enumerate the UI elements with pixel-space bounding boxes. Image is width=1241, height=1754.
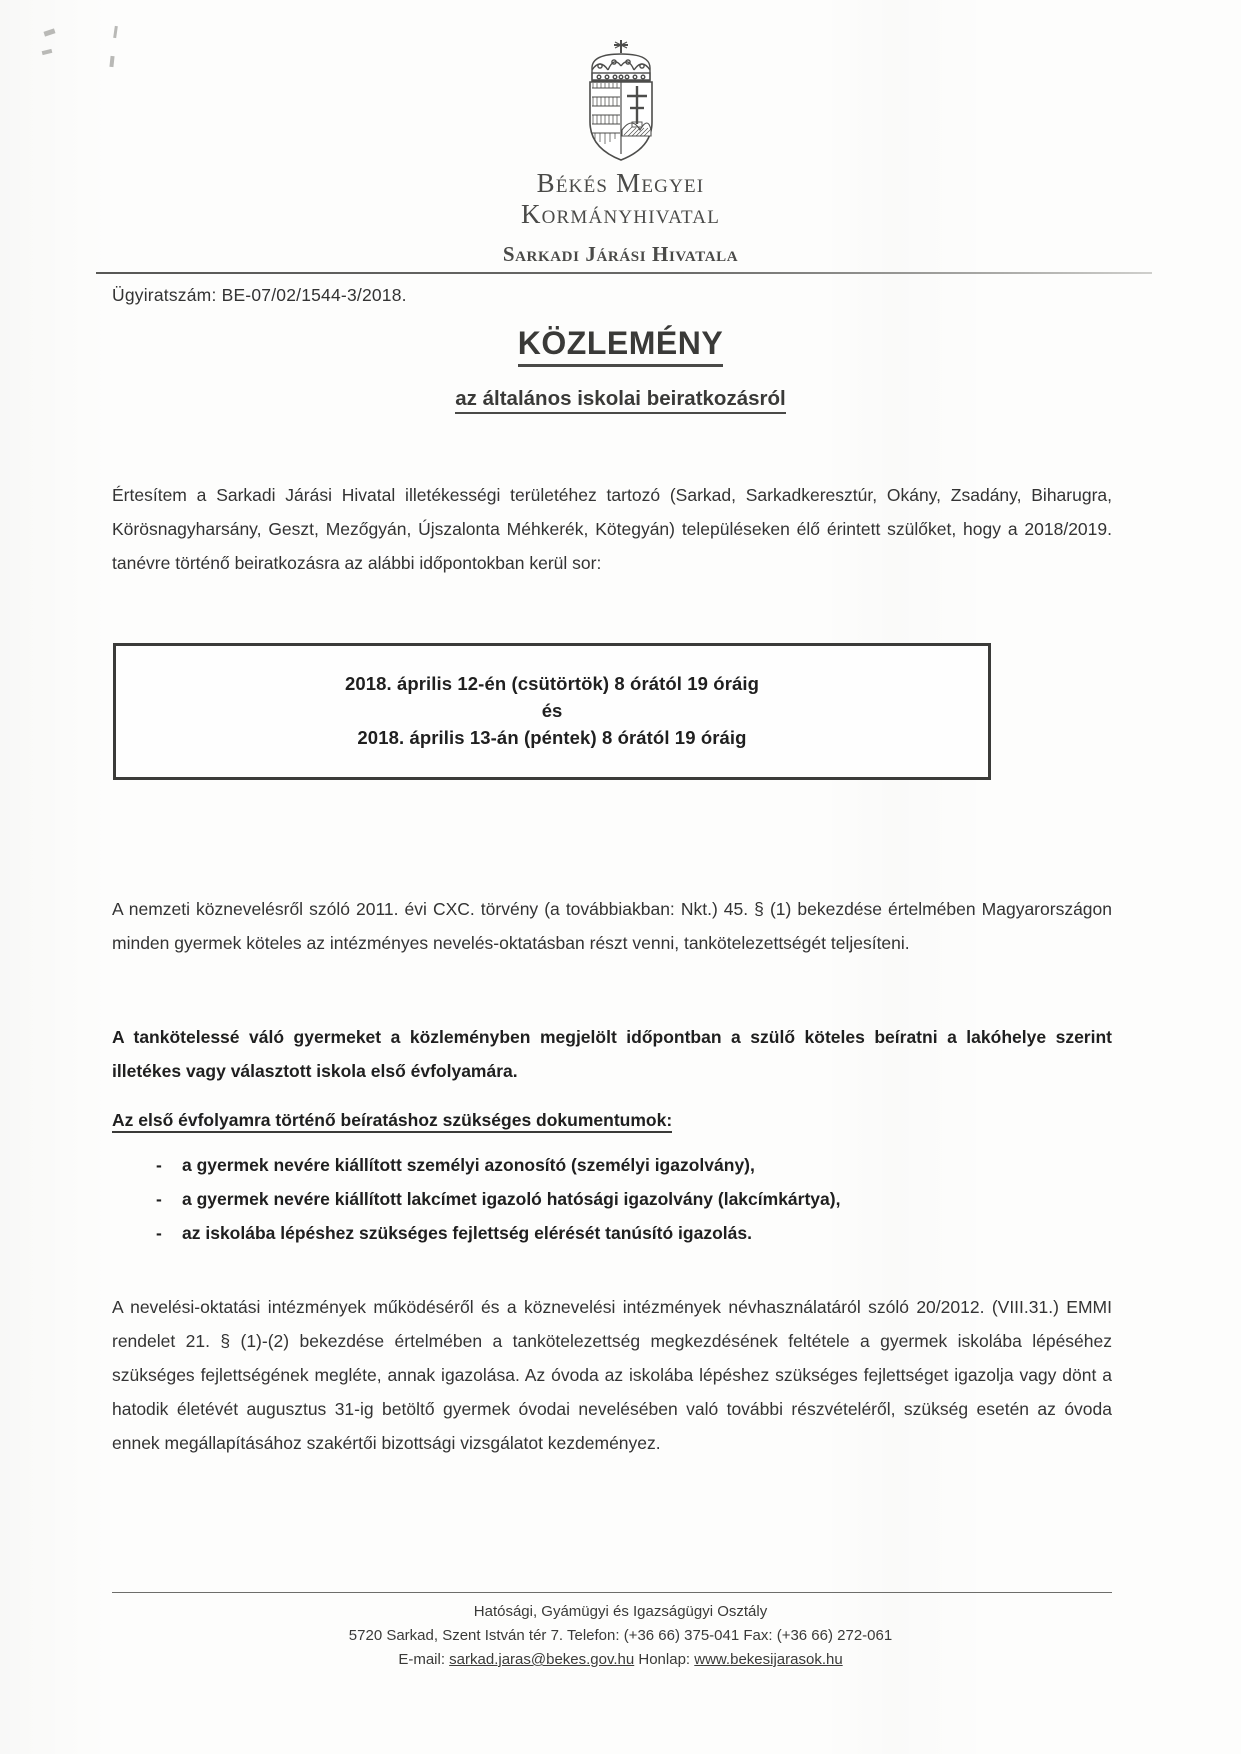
footer-address: 5720 Sarkad, Szent István tér 7. Telefon: (+36 66) 375-041 Fax: (+36 66) 272-061	[348, 1627, 893, 1644]
date-line-2: 2018. április 13-án (péntek) 8 órától 19 óráig	[357, 727, 747, 748]
date-conjunction: és	[541, 700, 563, 721]
date-line-1: 2018. április 12-én (csütörtök) 8 órától 19 óráig	[344, 673, 760, 694]
page-title-text: KÖZLEMÉNY	[518, 325, 723, 367]
required-documents-heading	[112, 1110, 1112, 1131]
page-subtitle-text: az általános iskolai beiratkozásról	[455, 387, 785, 414]
header-divider	[96, 272, 1152, 274]
footer-divider	[112, 1592, 1112, 1593]
legal-paragraph: A nemzeti köznevelésről szóló 2011. évi CXC. törvény (a továbbiakban: Nkt.) 45. § (1) bekezdése értelmében Magyarországon minden gyermek köteles az intézményes nevelés-oktatásban részt venni, tankötelezettségét teljesíteni.	[112, 899, 1112, 953]
page-title	[0, 325, 1241, 362]
organization-name	[0, 168, 1241, 267]
footer-email-link[interactable]: sarkad.jaras@bekes.gov.hu	[449, 1651, 635, 1668]
org-line-3: Sarkadi Járási Hivatala	[502, 242, 739, 266]
footer	[0, 1600, 1241, 1672]
list-item: - a gyermek nevére kiállított személyi azonosító (személyi igazolvány),	[150, 1148, 1110, 1182]
list-item: - a gyermek nevére kiállított lakcímet igazoló hatósági igazolvány (lakcímkártya),	[150, 1182, 1110, 1216]
org-line-2: Kormányhivatal	[520, 199, 721, 229]
footer-email-label: E-mail:	[398, 1651, 450, 1668]
footer-contact	[0, 1648, 1241, 1672]
footer-website-link[interactable]: www.bekesijarasok.hu	[694, 1651, 843, 1668]
footer-web-label: Honlap:	[634, 1651, 695, 1668]
document-reference-number: Ügyiratszám: BE-07/02/1544-3/2018.	[112, 285, 407, 305]
org-line-1: Békés Megyei	[536, 168, 705, 198]
coat-of-arms-icon	[0, 36, 1241, 164]
regulation-paragraph: A nevelési-oktatási intézmények működéséről és a köznevelési intézmények névhasználatáról szóló 20/2012. (VIII.31.) EMMI rendelet 21. § (1)-(2) bekezdése értelmében a tankötelezettség megkezdésének feltétele a gyermek iskolába lépéséhez szükséges fejlettségének megléte, annak igazolása. Az óvoda az iskolába lépéshez szükséges fejlettséget igazolja vagy dönt a hatodik életévét augusztus 31-ig betöltő gyermek óvodai nevelésében való további részvételéről, szükség esetén az óvoda ennek megállapításához szakértői bizottsági vizsgálatot kezdeményez.	[112, 1297, 1112, 1453]
dates-callout-box	[113, 643, 991, 780]
intro-paragraph: Értesítem a Sarkadi Járási Hivatal illetékességi területéhez tartozó (Sarkad, Sarkadkeresztúr, Okány, Zsadány, Biharugra, Körösnagyharsány, Geszt, Mezőgyán, Újszalonta Méhkerék, Kötegyán) településeken élő érintett szülőket, hogy a 2018/2019. tanévre történő beiratkozásra az alábbi időpontokban kerül sor:	[112, 485, 1112, 573]
list-item: - az iskolába lépéshez szükséges fejlettség elérését tanúsító igazolás.	[150, 1216, 1110, 1250]
page-subtitle	[0, 387, 1241, 411]
footer-department: Hatósági, Gyámügyi és Igazságügyi Osztály	[473, 1603, 768, 1620]
required-documents-list	[150, 1148, 1110, 1250]
required-documents-heading-text: Az első évfolyamra történő beíratáshoz szükséges dokumentumok:	[112, 1110, 672, 1133]
obligation-paragraph: A tankötelessé váló gyermeket a közleményben megjelölt időpontban a szülő köteles beíratni a lakóhelye szerint illetékes vagy választott iskola első évfolyamára.	[112, 1027, 1112, 1081]
